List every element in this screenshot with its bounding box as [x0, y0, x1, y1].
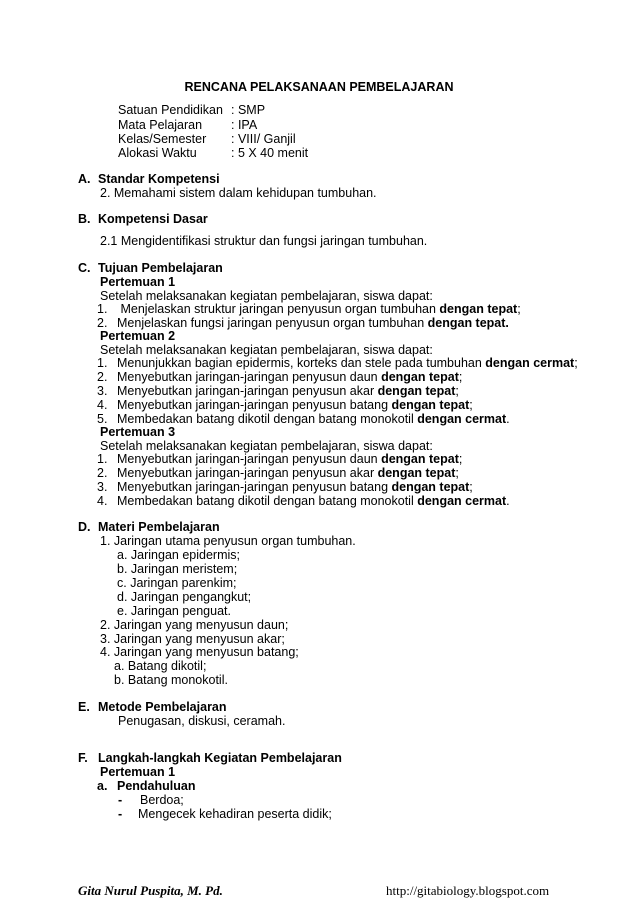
- bullet-item: - Berdoa;: [118, 793, 184, 807]
- material-line: d. Jaringan pengangkut;: [117, 590, 252, 604]
- material-line: 3. Jaringan yang menyusun akar;: [100, 632, 285, 646]
- section-letter: A.: [78, 172, 91, 186]
- list-item: 1. Menunjukkan bagian epidermis, korteks dan stele pada tumbuhan dengan cermat;: [97, 356, 578, 370]
- list-item: 4. Membedakan batang dikotil dengan batang monokotil dengan cermat.: [97, 494, 510, 508]
- info-value: : VIII/ Ganjil: [231, 132, 296, 146]
- meeting-intro: Setelah melaksanakan kegiatan pembelajaran, siswa dapat:: [100, 439, 433, 453]
- section-title: Standar Kompetensi: [98, 172, 220, 186]
- list-item: 2. Menjelaskan fungsi jaringan penyusun organ tumbuhan dengan tepat.: [97, 316, 509, 330]
- info-value: : SMP: [231, 103, 266, 117]
- section-title: Tujuan Pembelajaran: [98, 261, 223, 275]
- section-heading-b: [78, 212, 208, 226]
- section-text: 2.1 Mengidentifikasi struktur dan fungsi jaringan tumbuhan.: [100, 234, 428, 248]
- info-key: Kelas/Semester: [118, 132, 207, 146]
- material-line: b. Jaringan meristem;: [117, 562, 238, 576]
- section-title: Langkah-langkah Kegiatan Pembelajaran: [98, 751, 342, 765]
- list-item: 3. Menyebutkan jaringan-jaringan penyusun batang dengan tepat;: [97, 480, 473, 494]
- section-letter: F.: [78, 751, 88, 765]
- info-key: Mata Pelajaran: [118, 118, 203, 132]
- document-title: RENCANA PELAKSANAAN PEMBELAJARAN: [184, 80, 454, 94]
- part-heading: a. Pendahuluan: [97, 779, 196, 793]
- material-line: 1. Jaringan utama penyusun organ tumbuhan.: [100, 534, 356, 548]
- info-row: [118, 118, 257, 132]
- section-heading-a: [78, 172, 220, 186]
- meeting-title: Pertemuan 2: [100, 329, 176, 343]
- section-letter: D.: [78, 520, 91, 534]
- info-row: [118, 132, 296, 146]
- section-heading-c: [78, 261, 223, 275]
- section-title: Kompetensi Dasar: [98, 212, 208, 226]
- info-value: : IPA: [231, 118, 258, 132]
- meeting-title: Pertemuan 1: [100, 275, 176, 289]
- info-row: [118, 146, 308, 160]
- section-letter: C.: [78, 261, 91, 275]
- meeting-intro: Setelah melaksanakan kegiatan pembelajaran, siswa dapat:: [100, 289, 433, 303]
- list-item: 5. Membedakan batang dikotil dengan batang monokotil dengan cermat.: [97, 412, 510, 426]
- section-text: Penugasan, diskusi, ceramah.: [118, 714, 286, 728]
- list-item: 4. Menyebutkan jaringan-jaringan penyusun batang dengan tepat;: [97, 398, 473, 412]
- info-value: : 5 X 40 menit: [231, 146, 309, 160]
- section-letter: E.: [78, 700, 90, 714]
- material-line: a. Batang dikotil;: [114, 659, 207, 673]
- footer-author: Gita Nurul Puspita, M. Pd.: [78, 883, 223, 898]
- section-title: Materi Pembelajaran: [98, 520, 220, 534]
- info-row: [118, 103, 265, 117]
- material-line: e. Jaringan penguat.: [117, 604, 231, 618]
- info-key: Satuan Pendidikan: [118, 103, 223, 117]
- meeting-title: Pertemuan 1: [100, 765, 176, 779]
- section-text: 2. Memahami sistem dalam kehidupan tumbuhan.: [100, 186, 377, 200]
- material-line: a. Jaringan epidermis;: [117, 548, 240, 562]
- list-item: 2. Menyebutkan jaringan-jaringan penyusun daun dengan tepat;: [97, 370, 463, 384]
- section-heading-d: [78, 520, 220, 534]
- material-line: 4. Jaringan yang menyusun batang;: [100, 645, 299, 659]
- section-heading-e: [78, 700, 227, 714]
- list-item: 3. Menyebutkan jaringan-jaringan penyusun akar dengan tepat;: [97, 384, 459, 398]
- list-item: 1. Menjelaskan struktur jaringan penyusun organ tumbuhan dengan tepat;: [97, 302, 521, 316]
- section-title: Metode Pembelajaran: [98, 700, 227, 714]
- material-line: c. Jaringan parenkim;: [117, 576, 237, 590]
- meeting-title: Pertemuan 3: [100, 425, 176, 439]
- footer-url[interactable]: http://gitabiology.blogspot.com: [386, 883, 550, 898]
- list-item: 1. Menyebutkan jaringan-jaringan penyusun daun dengan tepat;: [97, 452, 463, 466]
- meeting-intro: Setelah melaksanakan kegiatan pembelajaran, siswa dapat:: [100, 343, 433, 357]
- list-item: 2. Menyebutkan jaringan-jaringan penyusun akar dengan tepat;: [97, 466, 459, 480]
- bullet-item: - Mengecek kehadiran peserta didik;: [118, 807, 332, 821]
- material-line: 2. Jaringan yang menyusun daun;: [100, 618, 289, 632]
- section-letter: B.: [78, 212, 91, 226]
- material-line: b. Batang monokotil.: [114, 673, 228, 687]
- section-heading-f: [78, 751, 342, 765]
- info-key: Alokasi Waktu: [118, 146, 197, 160]
